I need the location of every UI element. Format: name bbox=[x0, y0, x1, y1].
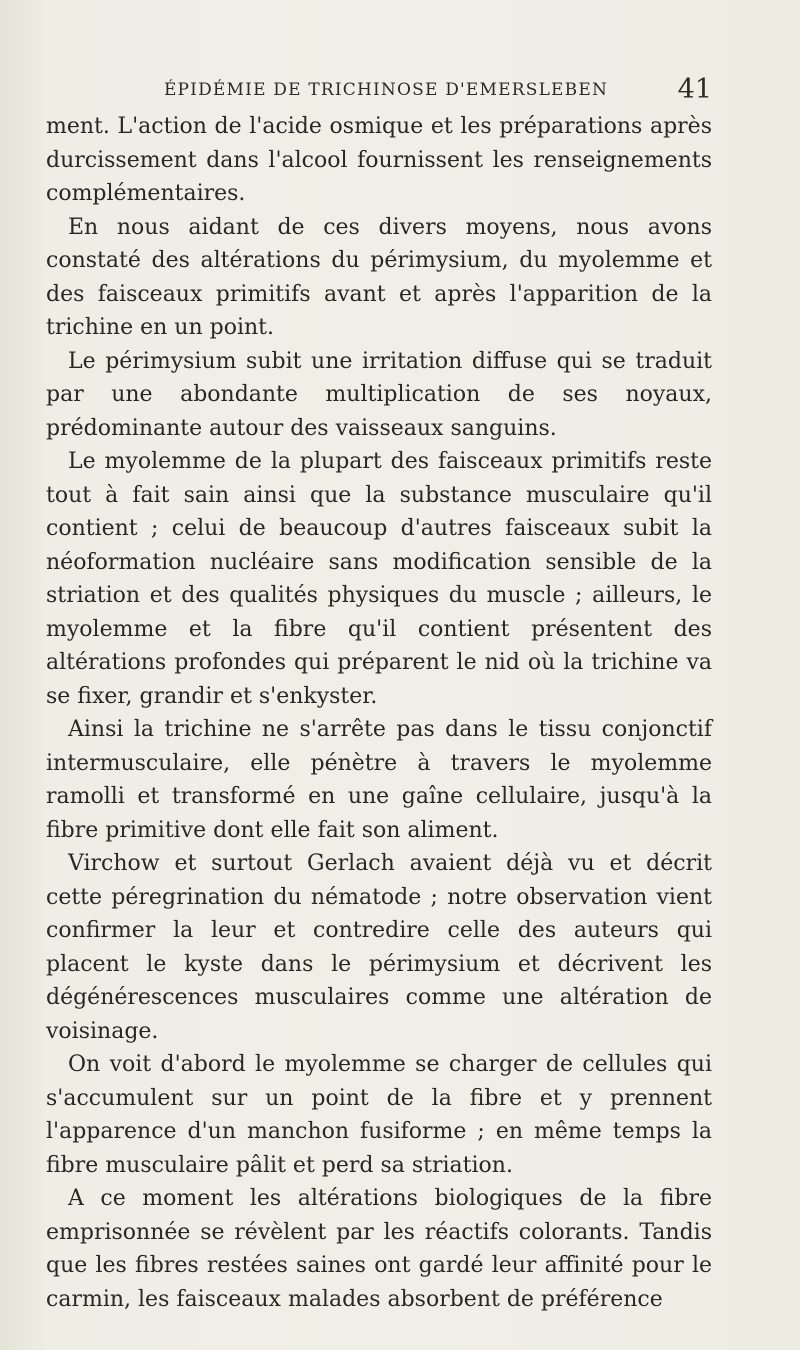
paragraph: En nous aidant de ces divers moyens, nous avons constaté des altérations du périmysium, du myolemme et des faisceaux primitifs avant et après l'apparition de la trichine en un point. bbox=[46, 214, 712, 340]
page-number: 41 bbox=[677, 74, 712, 105]
paragraph: Virchow et surtout Gerlach avaient déjà vu et décrit cette péregrination du nématode ; notre observation vient confirmer la leur et contredire celle des auteurs qui placent le kyste dans le périmysium et décrivent les dégénérescences musculaires comme une altération de voisinage. bbox=[46, 851, 712, 1044]
running-head bbox=[60, 74, 712, 104]
paragraph: Le périmysium subit une irritation diffuse qui se traduit par une abondante multiplication de ses noyaux, prédominante autour des vaisseaux sanguins. bbox=[46, 348, 712, 441]
running-title: ÉPIDÉMIE DE TRICHINOSE D'EMERSLEBEN bbox=[163, 80, 609, 100]
paragraph: A ce moment les altérations biologiques de la fibre emprisonnée se révèlent par les réactifs colorants. Tandis que les fibres restées saines ont gardé leur affinité pour le carmin, les faisceaux malades absorbent de préférence bbox=[46, 1186, 712, 1312]
paragraph: On voit d'abord le myolemme se charger de cellules qui s'accumulent sur un point de la fibre et y prennent l'apparence d'un manchon fusiforme ; en même temps la fibre musculaire pâlit et perd sa striation. bbox=[46, 1052, 712, 1178]
body-text bbox=[30, 110, 712, 1316]
paragraph: Le myolemme de la plupart des faisceaux primitifs reste tout à fait sain ainsi que la substance musculaire qu'il contient ; celui de beaucoup d'autres faisceaux subit la néoformation nucléaire sans modification sensible de la striation et des qualités physiques du muscle ; ailleurs, le myolemme et la fibre qu'il contient présentent des altérations profondes qui préparent le nid où la trichine va se fixer, grandir et s'enkyster. bbox=[46, 449, 712, 709]
paragraph: Ainsi la trichine ne s'arrête pas dans le tissu conjonctif intermusculaire, elle pénètre à travers le myolemme ramolli et transformé en une gaîne cellulaire, jusqu'à la fibre primitive dont elle fait son aliment. bbox=[46, 717, 712, 843]
paragraph: ment. L'action de l'acide osmique et les préparations après durcissement dans l'alcool fournissent les renseignements complémentaires. bbox=[46, 114, 712, 206]
